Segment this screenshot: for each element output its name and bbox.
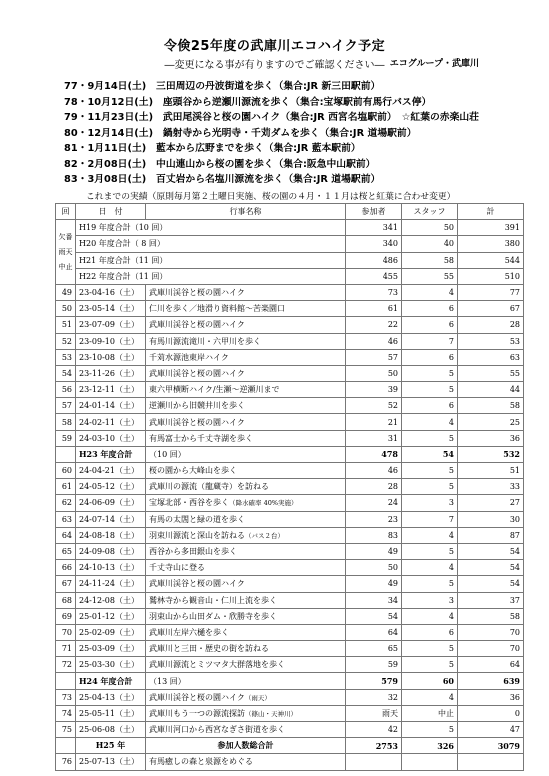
row-date: 24-08-18（土）	[76, 527, 146, 543]
row-total: 54	[458, 543, 524, 559]
event-note: （バス２台）	[245, 531, 284, 540]
row-staff: 5	[402, 657, 458, 673]
table-row	[56, 463, 524, 479]
row-number: 62	[56, 495, 76, 511]
event-name: 武庫川もう一つの源流探訪	[149, 708, 245, 718]
row-total: 58	[458, 608, 524, 624]
row-staff: 6	[402, 317, 458, 333]
row-total	[458, 754, 524, 770]
row-event-name: 仁川を歩く／地滑り資料館～苦楽園口	[146, 301, 346, 317]
record-table	[55, 203, 524, 771]
yearly-total-row: H22 年度合計（11 回） 455 55 510	[56, 268, 524, 284]
row-event-name: 武庫川渓谷と桜の園ハイク	[146, 576, 346, 592]
row-number: 64	[56, 527, 76, 543]
row-participants: 50	[346, 365, 402, 381]
row-participants: 64	[346, 624, 402, 640]
schedule-item: 79・11月23日(土) 武田尾渓谷と桜の園ハイク（集合:JR 西宮名塩駅前） ☆紅葉の赤楽山荘	[64, 112, 479, 123]
table-row	[56, 576, 524, 592]
row-date: 23-10-08（土）	[76, 349, 146, 365]
table-row	[56, 705, 524, 721]
table-row	[56, 365, 524, 381]
row-participants: 50	[346, 560, 402, 576]
yearly-total-row: H21 年度合計（11 回） 486 58 544	[56, 252, 524, 268]
schedule-item: 82・2月08日(土) 中山連山から桜の園を歩く（集合:阪急中山駅前）	[64, 158, 376, 170]
row-number: 49	[56, 284, 76, 300]
row-date: 24-04-21（土）	[76, 463, 146, 479]
row-participants: 46	[346, 463, 402, 479]
row-staff: 5	[402, 479, 458, 495]
row-participants: 24	[346, 495, 402, 511]
row-event-name: 武庫川の源流（龍蔵寺）を訪ねる	[146, 479, 346, 495]
row-date: 24-01-14（土）	[76, 398, 146, 414]
row-total: 0	[458, 705, 524, 721]
row-participants: 21	[346, 414, 402, 430]
table-row	[56, 754, 524, 770]
row-number: 74	[56, 705, 76, 721]
table-row	[56, 479, 524, 495]
row-number: 73	[56, 689, 76, 705]
h24-total-row: H24 年度合計 （13 回） 579 60 639	[56, 673, 524, 689]
row-participants: 57	[346, 349, 402, 365]
row-staff: 中止	[402, 705, 458, 721]
row-event-name: 武庫川渓谷と桜の園ハイク	[146, 284, 346, 300]
row-date: 25-05-11（土）	[76, 705, 146, 721]
row-date: 24-03-10（土）	[76, 430, 146, 446]
row-participants	[346, 754, 402, 770]
event-name: 羽束川源流と深山を訪ねる	[149, 530, 245, 540]
row-participants: 23	[346, 511, 402, 527]
row-staff: 6	[402, 301, 458, 317]
table-row	[56, 592, 524, 608]
table-row	[56, 527, 524, 543]
row-event-name: 千丈寺山に登る	[146, 560, 346, 576]
row-total: 70	[458, 624, 524, 640]
row-event-name: 東六甲横断ハイク/生瀬～逆瀬川まで	[146, 382, 346, 398]
row-event-name: 有馬の太閤と緑の道を歩く	[146, 511, 346, 527]
row-event-name: 武庫川渓谷と桜の園ハイク	[146, 414, 346, 430]
row-total: 87	[458, 527, 524, 543]
schedule-item: 83・3月08日(土) 百丈岩から名塩川源流を歩く（集合:JR 道場駅前）	[64, 174, 381, 185]
row-participants: 31	[346, 430, 402, 446]
row-date: 25-04-13（土）	[76, 689, 146, 705]
table-row	[56, 641, 524, 657]
row-date: 24-07-14（土）	[76, 511, 146, 527]
row-date: 25-03-09（土）	[76, 641, 146, 657]
row-staff: 5	[402, 641, 458, 657]
row-number: 52	[56, 333, 76, 349]
row-event-name: 武庫川源流とミツマタ大群落地を歩く	[146, 657, 346, 673]
row-participants: 61	[346, 301, 402, 317]
header-participants: 参加者	[346, 204, 402, 220]
row-date: 23-04-16（土）	[76, 284, 146, 300]
table-row	[56, 301, 524, 317]
row-number: 50	[56, 301, 76, 317]
row-staff: 5	[402, 543, 458, 559]
row-total: 30	[458, 511, 524, 527]
row-number: 53	[56, 349, 76, 365]
row-number: 54	[56, 365, 76, 381]
row-total: 53	[458, 333, 524, 349]
table-row	[56, 284, 524, 300]
row-date: 23-09-10（土）	[76, 333, 146, 349]
table-row	[56, 495, 524, 511]
row-staff: 4	[402, 689, 458, 705]
row-date: 24-10-13（土）	[76, 560, 146, 576]
row-number: 56	[56, 382, 76, 398]
row-event-name	[146, 527, 346, 543]
document-subtitle: ―変更になる事が有りますのでご確認ください―	[164, 60, 385, 71]
row-number: 60	[56, 463, 76, 479]
row-date: 23-12-11（土）	[76, 382, 146, 398]
row-staff: 4	[402, 414, 458, 430]
event-note: （降水確率 40%実施）	[229, 499, 298, 508]
event-note: （篠山・天神川）	[245, 709, 297, 718]
row-date: 25-01-12（土）	[76, 608, 146, 624]
row-event-name	[146, 689, 346, 705]
row-event-name: 武庫川渓谷と桜の園ハイク	[146, 317, 346, 333]
row-number: 76	[56, 754, 76, 770]
table-row	[56, 333, 524, 349]
row-participants: 34	[346, 592, 402, 608]
organization-name: エコグループ・武庫川	[389, 59, 479, 69]
row-date: 24-09-08（土）	[76, 543, 146, 559]
row-participants: 46	[346, 333, 402, 349]
row-staff: 5	[402, 576, 458, 592]
row-total: 63	[458, 349, 524, 365]
row-participants: 雨天	[346, 705, 402, 721]
row-date: 23-07-09（土）	[76, 317, 146, 333]
row-event-name: 有馬川源流滝川・六甲川を歩く	[146, 333, 346, 349]
row-staff: 5	[402, 430, 458, 446]
row-number: 70	[56, 624, 76, 640]
row-staff: 5	[402, 722, 458, 738]
row-participants: 49	[346, 576, 402, 592]
table-row	[56, 430, 524, 446]
row-date: 24-12-08（土）	[76, 592, 146, 608]
row-number: 63	[56, 511, 76, 527]
row-number: 69	[56, 608, 76, 624]
schedule-item: 81・1月11日(土) 藍本から広野までを歩く（集合:JR 藍本駅前）	[64, 143, 361, 154]
row-total: 36	[458, 689, 524, 705]
row-number: 59	[56, 430, 76, 446]
header-total: 計	[458, 204, 524, 220]
event-note: （雨天）	[244, 693, 271, 702]
row-participants: 28	[346, 479, 402, 495]
header-staff: スタッフ	[402, 204, 458, 220]
row-date: 24-06-09（土）	[76, 495, 146, 511]
table-row	[56, 317, 524, 333]
row-staff: 4	[402, 608, 458, 624]
row-total: 67	[458, 301, 524, 317]
row-staff: 6	[402, 349, 458, 365]
row-staff: 4	[402, 284, 458, 300]
row-participants: 83	[346, 527, 402, 543]
event-name: 宝塚北部・西谷を歩く	[149, 498, 229, 508]
row-total: 25	[458, 414, 524, 430]
document-title: 令倹25年度の武庫川エコハイク予定	[163, 39, 386, 54]
record-heading: これまでの実績（原則毎月第２土曜日実施、桜の園の４月・１１月は桜と紅葉に合わせ変更）	[86, 192, 456, 202]
row-total: 28	[458, 317, 524, 333]
row-date: 24-05-12（土）	[76, 479, 146, 495]
row-total: 37	[458, 592, 524, 608]
row-staff: 3	[402, 495, 458, 511]
header-name: 行事名称	[146, 204, 346, 220]
row-date: 24-11-24（土）	[76, 576, 146, 592]
row-total: 55	[458, 365, 524, 381]
row-participants: 32	[346, 689, 402, 705]
table-row	[56, 543, 524, 559]
table-header-row	[56, 204, 524, 220]
h23-total-row: H23 年度合計 （10 回） 478 54 532	[56, 446, 524, 462]
row-date: 24-02-11（土）	[76, 414, 146, 430]
row-total: 36	[458, 430, 524, 446]
row-number: 72	[56, 657, 76, 673]
table-row	[56, 511, 524, 527]
row-number: 58	[56, 414, 76, 430]
row-number: 61	[56, 479, 76, 495]
row-date: 23-11-26（土）	[76, 365, 146, 381]
row-event-name: 羽束山から山田ダム・欣勝寺を歩く	[146, 608, 346, 624]
row-number: 68	[56, 592, 76, 608]
yearly-total-row: 欠番雨天中止 H19 年度合計（10 回） 341 50 391	[56, 220, 524, 236]
row-staff	[402, 754, 458, 770]
row-date: 25-06-08（土）	[76, 722, 146, 738]
row-event-name: 武庫川と三田・歴史の街を訪ねる	[146, 641, 346, 657]
row-total: 33	[458, 479, 524, 495]
schedule-item: 77・9月14日(土) 三田周辺の丹波街道を歩く（集合:JR 新三田駅前）	[64, 81, 381, 92]
row-event-name: 武庫川左岸六樋を歩く	[146, 624, 346, 640]
row-staff: 6	[402, 624, 458, 640]
row-event-name: 武庫川河口から西宮なぎさ街道を歩く	[146, 722, 346, 738]
row-participants: 49	[346, 543, 402, 559]
header-date: 日 付	[76, 204, 146, 220]
schedule-item: 80・12月14日(土) 鍋射寺から光明寺・千苅ダムを歩く（集合:JR 道場駅前）	[64, 127, 417, 139]
row-total: 51	[458, 463, 524, 479]
row-staff: 4	[402, 527, 458, 543]
table-row	[56, 560, 524, 576]
row-staff: 5	[402, 382, 458, 398]
row-participants: 22	[346, 317, 402, 333]
schedule-list	[64, 79, 534, 188]
row-total: 27	[458, 495, 524, 511]
row-event-name	[146, 495, 346, 511]
schedule-item: 78・10月12日(土) 座頭谷から逆瀬川源流を歩く（集合:宝塚駅前有馬行バス停）	[64, 96, 432, 108]
row-participants: 65	[346, 641, 402, 657]
row-number: 51	[56, 317, 76, 333]
table-row	[56, 689, 524, 705]
header-no: 回	[56, 204, 76, 220]
grand-total-row: H25 年 参加人数総合計 2753 326 3079	[56, 738, 524, 754]
row-participants: 52	[346, 398, 402, 414]
row-total: 70	[458, 641, 524, 657]
cancel-note: 欠番雨天中止	[56, 220, 76, 285]
event-name: 武庫川渓谷と桜の園ハイク	[149, 692, 245, 702]
row-total: 47	[458, 722, 524, 738]
row-number: 65	[56, 543, 76, 559]
row-total: 54	[458, 576, 524, 592]
row-number: 67	[56, 576, 76, 592]
row-event-name: 逆瀬川から旧競井川を歩く	[146, 398, 346, 414]
row-event-name: 千苅水源池東岸ハイク	[146, 349, 346, 365]
row-event-name: 武庫川渓谷と桜の園ハイク	[146, 365, 346, 381]
row-staff: 5	[402, 365, 458, 381]
row-number: 75	[56, 722, 76, 738]
row-total: 77	[458, 284, 524, 300]
row-staff: 3	[402, 592, 458, 608]
table-row	[56, 349, 524, 365]
row-total: 64	[458, 657, 524, 673]
row-participants: 39	[346, 382, 402, 398]
row-event-name: 桜の園から大峰山を歩く	[146, 463, 346, 479]
row-date: 25-02-09（土）	[76, 624, 146, 640]
row-staff: 5	[402, 463, 458, 479]
row-total: 58	[458, 398, 524, 414]
table-row	[56, 624, 524, 640]
row-participants: 54	[346, 608, 402, 624]
table-row	[56, 414, 524, 430]
row-event-name: 西谷から多田銀山を歩く	[146, 543, 346, 559]
row-participants: 42	[346, 722, 402, 738]
row-staff: 4	[402, 560, 458, 576]
row-event-name: 有馬癒しの森と泉源をめぐる	[146, 754, 346, 770]
row-date: 25-07-13（土）	[76, 754, 146, 770]
row-number: 57	[56, 398, 76, 414]
row-staff: 7	[402, 333, 458, 349]
row-total: 44	[458, 382, 524, 398]
row-staff: 6	[402, 398, 458, 414]
table-row	[56, 657, 524, 673]
row-number: 71	[56, 641, 76, 657]
row-event-name	[146, 705, 346, 721]
table-row	[56, 608, 524, 624]
row-date: 23-05-14（土）	[76, 301, 146, 317]
row-date: 25-03-30（土）	[76, 657, 146, 673]
row-event-name: 鷲林寺から観音山・仁川上流を歩く	[146, 592, 346, 608]
table-row	[56, 398, 524, 414]
table-row	[56, 722, 524, 738]
row-participants: 73	[346, 284, 402, 300]
row-staff: 7	[402, 511, 458, 527]
row-total: 54	[458, 560, 524, 576]
row-number: 66	[56, 560, 76, 576]
table-row	[56, 382, 524, 398]
row-event-name: 有馬富士から千丈寺湖を歩く	[146, 430, 346, 446]
row-participants: 59	[346, 657, 402, 673]
yearly-total-row: H20 年度合計（ 8 回） 340 40 380	[56, 236, 524, 252]
